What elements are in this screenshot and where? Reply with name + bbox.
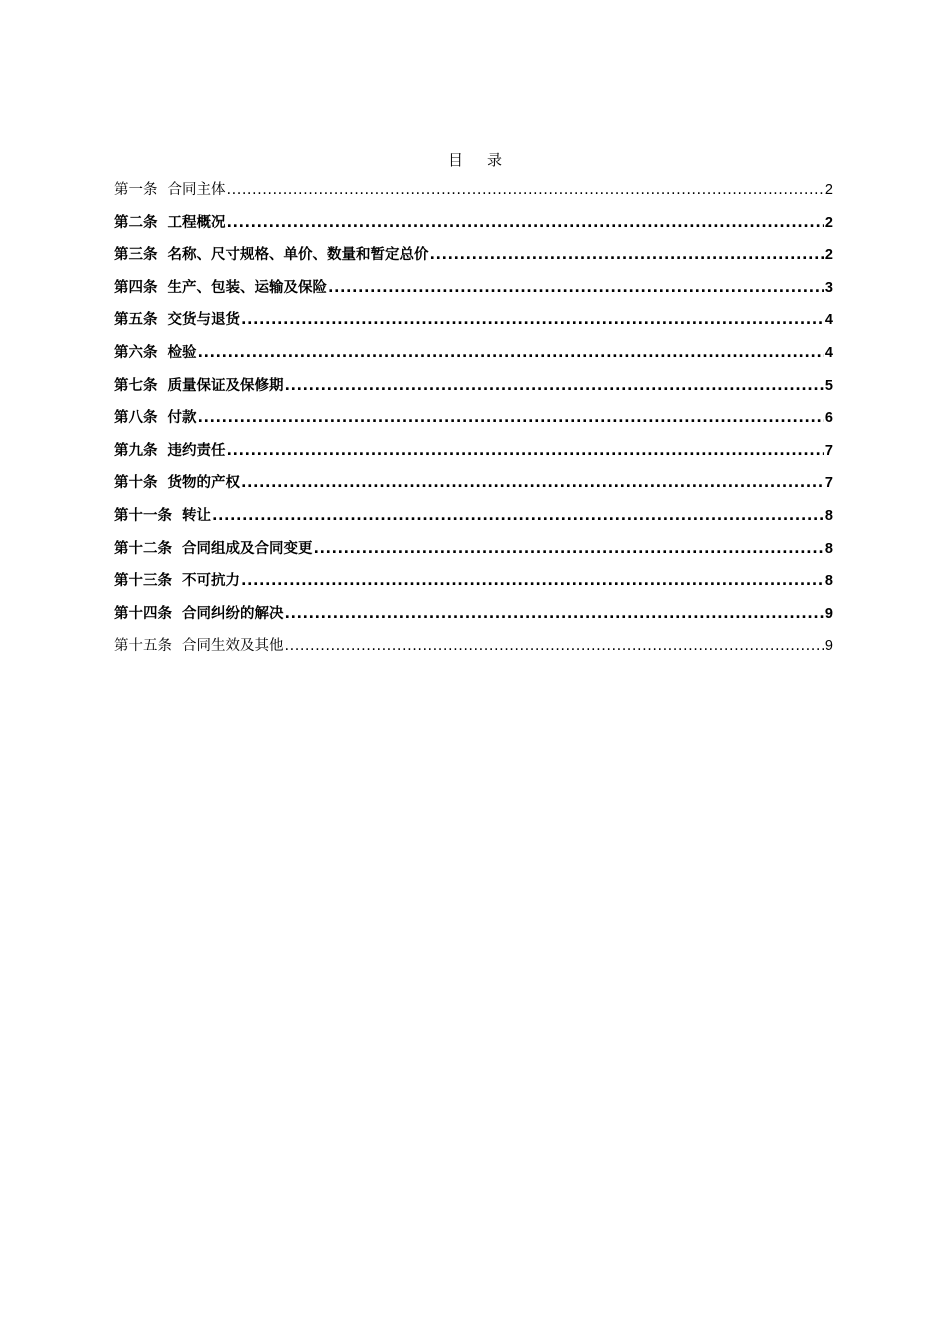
- toc-entry-title: 合同主体: [167, 182, 226, 198]
- dot-leader: [227, 440, 824, 462]
- dot-leader: [227, 179, 824, 201]
- toc-entry-label: [114, 538, 313, 560]
- dot-leader: [285, 375, 824, 397]
- toc-entry-number: 第十五条: [114, 638, 172, 655]
- toc-entry-title: 检验: [167, 344, 197, 361]
- toc-entry-label: [114, 603, 284, 625]
- toc-title: 目录: [447, 151, 526, 169]
- toc-entry-label: [114, 635, 284, 657]
- toc-entry-label: [114, 570, 240, 592]
- toc-entry-page-number: 4: [824, 344, 833, 361]
- toc-entry-title: 名称、尺寸规格、单价、数量和暂定总价: [167, 247, 429, 264]
- toc-entry[interactable]: [114, 277, 833, 310]
- toc-entry-number: 第十二条: [114, 540, 172, 557]
- toc-entry-number: 第九条: [114, 442, 158, 459]
- toc-entry[interactable]: [114, 440, 833, 473]
- toc-entry-page-number: 5: [824, 377, 833, 394]
- toc-entry-number: 第三条: [114, 247, 158, 264]
- toc-entry-label: [114, 342, 197, 364]
- toc-entry-number: 第十一条: [114, 507, 172, 524]
- toc-entry-page-number: 2: [824, 214, 833, 231]
- toc-entry-title: 付款: [167, 410, 197, 427]
- toc-list: [114, 179, 833, 668]
- toc-entry-page-number: 2: [824, 182, 833, 198]
- toc-entry[interactable]: [114, 179, 833, 212]
- toc-entry[interactable]: [114, 212, 833, 245]
- toc-entry-title: 交货与退货: [167, 312, 240, 329]
- toc-entry-title: 生产、包装、运输及保险: [167, 279, 327, 296]
- dot-leader: [285, 603, 824, 625]
- dot-leader: [241, 570, 824, 592]
- toc-entry[interactable]: [114, 342, 833, 375]
- toc-entry-page-number: 9: [824, 638, 833, 655]
- dot-leader: [198, 342, 824, 364]
- toc-entry-label: [114, 212, 226, 234]
- toc-entry-page-number: 7: [824, 442, 833, 459]
- toc-entry-number: 第七条: [114, 377, 158, 394]
- toc-entry-page-number: 2: [824, 247, 833, 264]
- toc-entry-number: 第八条: [114, 410, 158, 427]
- toc-entry[interactable]: [114, 603, 833, 636]
- toc-entry-page-number: 8: [824, 573, 833, 590]
- dot-leader: [241, 472, 824, 494]
- toc-entry[interactable]: [114, 538, 833, 571]
- toc-entry-title: 合同生效及其他: [182, 638, 284, 655]
- toc-entry[interactable]: [114, 472, 833, 505]
- toc-entry[interactable]: [114, 244, 833, 277]
- toc-entry-number: 第一条: [114, 182, 158, 198]
- toc-entry-label: [114, 440, 226, 462]
- toc-entry-title: 工程概况: [167, 214, 226, 231]
- toc-entry-number: 第十三条: [114, 573, 172, 590]
- toc-entry-page-number: 4: [824, 312, 833, 329]
- toc-entry-page-number: 8: [824, 540, 833, 557]
- toc-entry[interactable]: [114, 570, 833, 603]
- dot-leader: [328, 277, 824, 299]
- toc-entry-label: [114, 244, 429, 266]
- toc-entry-title: 合同纠纷的解决: [182, 605, 284, 622]
- toc-entry-title: 合同组成及合同变更: [182, 540, 313, 557]
- toc-entry-label: [114, 375, 284, 397]
- toc-entry-title: 货物的产权: [167, 475, 240, 492]
- toc-entry-page-number: 3: [824, 279, 833, 296]
- toc-entry-number: 第十四条: [114, 605, 172, 622]
- dot-leader: [314, 538, 824, 560]
- dot-leader: [198, 407, 824, 429]
- toc-entry-label: [114, 407, 197, 429]
- toc-entry-number: 第十条: [114, 475, 158, 492]
- toc-entry-label: [114, 309, 240, 331]
- toc-entry-label: [114, 179, 226, 201]
- toc-entry-number: 第五条: [114, 312, 158, 329]
- toc-entry-page-number: 8: [824, 507, 833, 524]
- dot-leader: [430, 244, 824, 266]
- toc-entry-page-number: 7: [824, 475, 833, 492]
- toc-entry-title: 违约责任: [167, 442, 226, 459]
- toc-entry[interactable]: [114, 635, 833, 668]
- toc-entry[interactable]: [114, 309, 833, 342]
- toc-entry[interactable]: [114, 407, 833, 440]
- toc-entry-title: 不可抗力: [182, 573, 240, 590]
- toc-entry-number: 第六条: [114, 344, 158, 361]
- dot-leader: [241, 309, 824, 331]
- toc-entry-page-number: 9: [824, 605, 833, 622]
- toc-entry-number: 第二条: [114, 214, 158, 231]
- toc-entry-number: 第四条: [114, 279, 158, 296]
- dot-leader: [227, 212, 824, 234]
- toc-entry-title: 转让: [182, 507, 211, 524]
- toc-entry-page-number: 6: [824, 410, 833, 427]
- dot-leader: [212, 505, 824, 527]
- toc-entry-title: 质量保证及保修期: [167, 377, 284, 394]
- toc-entry-label: [114, 505, 211, 527]
- toc-entry[interactable]: [114, 505, 833, 538]
- toc-entry-label: [114, 277, 327, 299]
- dot-leader: [285, 635, 824, 657]
- toc-entry[interactable]: [114, 375, 833, 408]
- toc-entry-label: [114, 472, 240, 494]
